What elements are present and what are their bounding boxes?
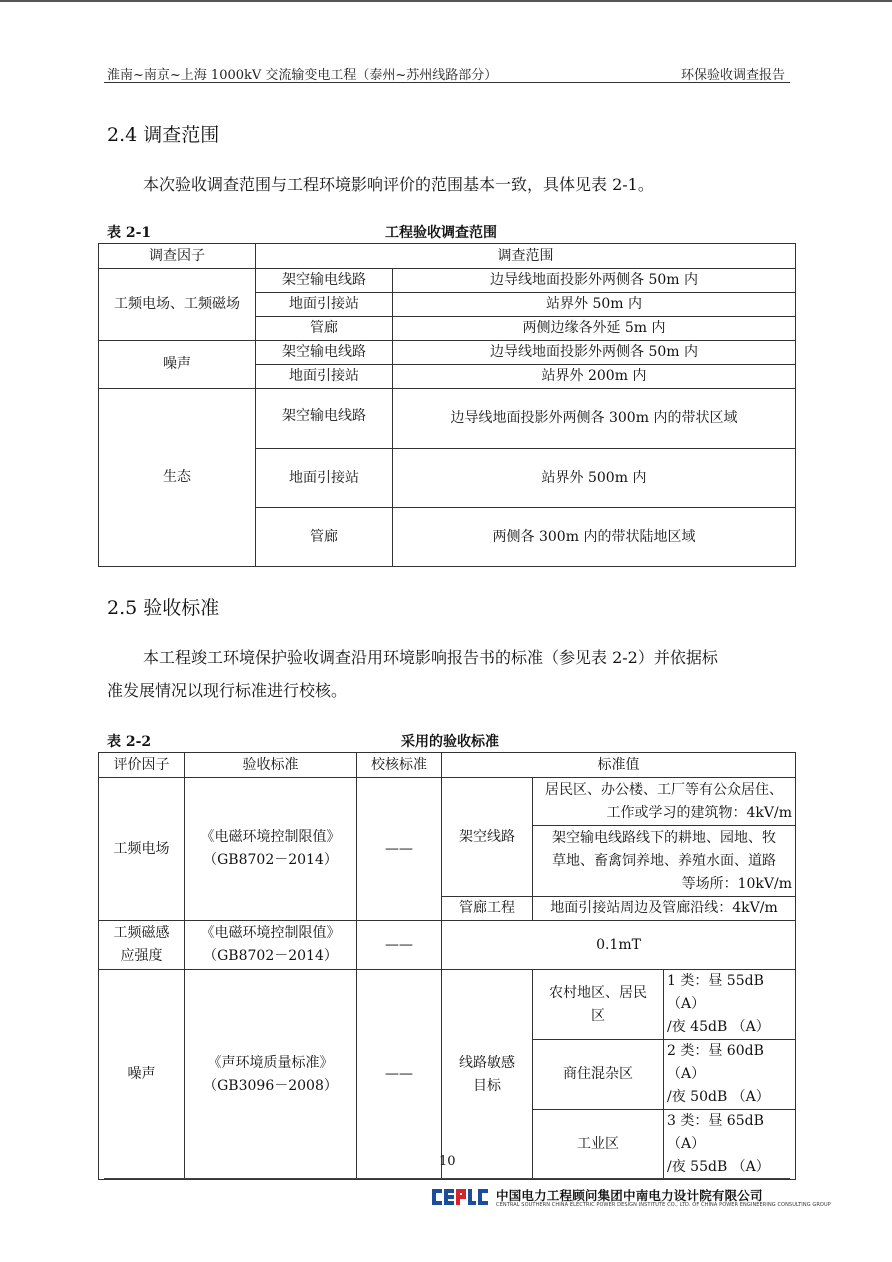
footer-rule — [104, 1178, 790, 1179]
standard-code: （GB8702－2014） — [203, 852, 338, 868]
standard-name: 《电磁环境控制限值》 — [200, 925, 341, 941]
table-header-cell: 评价因子 — [99, 753, 185, 778]
zone-line: 农村地区、居民 — [549, 984, 647, 1001]
value-line: 工作或学习的建筑物：4kV/m — [606, 804, 793, 821]
item-cell: 管廊 — [256, 508, 393, 567]
range-cell: 边导线地面投影外两侧各 50m 内 — [393, 341, 796, 365]
factor-cell — [99, 921, 185, 970]
range-cell: 两侧各 300m 内的带状陆地区域 — [393, 508, 796, 567]
table-2-1-title: 工程验收调查范围 — [385, 225, 497, 241]
target-line: 线路敏感 — [459, 1054, 515, 1071]
table-2-2-label: 表 2-2 — [107, 734, 152, 750]
factor-cell: 工频电场、工频磁场 — [99, 269, 256, 341]
zone-cell — [533, 970, 664, 1040]
factor-line: 应强度 — [120, 948, 163, 964]
value-cell — [533, 778, 796, 826]
target-cell — [442, 970, 533, 1180]
range-cell: 边导线地面投影外两侧各 300m 内的带状区域 — [393, 389, 796, 449]
value-cell: 0.1mT — [442, 921, 796, 970]
limit-line: /夜 55dB （A） — [667, 1159, 770, 1175]
item-cell: 地面引接站 — [256, 449, 393, 508]
zone-cell: 工业区 — [533, 1110, 664, 1180]
limit-line: 3 类：昼 65dB（A） — [667, 1113, 764, 1152]
limit-cell — [664, 1040, 796, 1110]
value-line: 居民区、办公楼、工厂等有公众居住、 — [545, 781, 783, 798]
table-header-cell: 调查范围 — [256, 244, 796, 269]
limit-line: /夜 50dB （A） — [667, 1089, 770, 1105]
standard-code: （GB3096－2008） — [203, 1077, 338, 1094]
range-cell: 站界外 50m 内 — [393, 293, 796, 317]
standard-name: 《电磁环境控制限值》 — [200, 829, 341, 845]
standard-cell — [185, 970, 357, 1180]
range-cell: 站界外 500m 内 — [393, 449, 796, 508]
table-header-cell: 调查因子 — [99, 244, 256, 269]
table-header-cell: 校核标准 — [357, 753, 442, 778]
section-2-4-paragraph: 本次验收调查范围与工程环境影响评价的范围基本一致，具体见表 2-1。 — [143, 175, 654, 194]
range-cell: 站界外 200m 内 — [393, 365, 796, 389]
table-2-1 — [98, 243, 796, 567]
section-2-4-heading: 2.4 调查范围 — [107, 124, 220, 146]
standard-cell — [185, 778, 357, 921]
limit-line: 1 类：昼 55dB（A） — [667, 973, 764, 1012]
factor-cell: 生态 — [99, 389, 256, 567]
subcategory-cell: 管廊工程 — [442, 897, 533, 921]
item-cell: 架空输电线路 — [256, 341, 393, 365]
value-line: 等场所：10kV/m — [681, 875, 793, 892]
table-header-cell: 标准值 — [442, 753, 796, 778]
header-project-title: 淮南~南京~上海 1000kV 交流输变电工程（泰州~苏州线路部分） — [107, 68, 498, 83]
company-name-cn: 中国电力工程顾问集团中南电力设计院有限公司 — [496, 1188, 763, 1203]
item-cell: 地面引接站 — [256, 365, 393, 389]
company-name-en: CENTRAL SOUTHERN CHINA ELECTRIC POWER DESIGN INSTITUTE CO., LTD. OF CHINA POWER ENGINEERING CONSULTING GROUP — [496, 1202, 831, 1208]
limit-cell — [664, 1110, 796, 1180]
table-2-2-title: 采用的验收标准 — [401, 734, 499, 750]
header-report-type: 环保验收调查报告 — [681, 68, 786, 83]
range-cell: 两侧边缘各外延 5m 内 — [393, 317, 796, 341]
standard-name: 《声环境质量标准》 — [207, 1054, 334, 1071]
value-cell: 地面引接站周边及管廊沿线：4kV/m — [533, 897, 796, 921]
page-number: 10 — [439, 1154, 456, 1169]
page-top-border — [0, 0, 892, 2]
value-line: 架空输电线路线下的耕地、园地、牧 — [552, 829, 776, 846]
limit-cell — [664, 970, 796, 1040]
check-cell: —— — [357, 778, 442, 921]
item-cell: 架空输电线路 — [256, 269, 393, 293]
section-2-5-paragraph-line1: 本工程竣工环境保护验收调查沿用环境影响报告书的标准（参见表 2-2）并依据标 — [143, 648, 718, 667]
factor-cell: 工频电场 — [99, 778, 185, 921]
item-cell: 架空输电线路 — [256, 389, 393, 449]
factor-cell: 噪声 — [99, 970, 185, 1180]
zone-cell: 商住混杂区 — [533, 1040, 664, 1110]
check-cell: —— — [357, 970, 442, 1180]
item-cell: 管廊 — [256, 317, 393, 341]
company-logo — [430, 1185, 492, 1209]
section-2-5-heading: 2.5 验收标准 — [107, 597, 220, 619]
table-2-2 — [98, 752, 796, 1180]
table-header-cell: 验收标准 — [185, 753, 357, 778]
limit-line: 2 类：昼 60dB（A） — [667, 1043, 764, 1082]
item-cell: 地面引接站 — [256, 293, 393, 317]
subcategory-cell: 架空线路 — [442, 778, 533, 897]
standard-cell — [185, 921, 357, 970]
target-line: 目标 — [473, 1077, 501, 1094]
check-cell: —— — [357, 921, 442, 970]
limit-line: /夜 45dB （A） — [667, 1019, 770, 1035]
standard-code: （GB8702－2014） — [203, 948, 338, 964]
factor-cell: 噪声 — [99, 341, 256, 389]
zone-line: 区 — [591, 1007, 605, 1024]
section-2-5-paragraph-line2: 准发展情况以现行标准进行校核。 — [107, 681, 348, 700]
range-cell: 边导线地面投影外两侧各 50m 内 — [393, 269, 796, 293]
header-rule — [104, 82, 790, 83]
factor-line: 工频磁感 — [113, 925, 170, 941]
value-cell — [533, 826, 796, 897]
table-2-1-label: 表 2-1 — [107, 225, 152, 241]
value-line: 草地、畜禽饲养地、养殖水面、道路 — [552, 852, 776, 869]
